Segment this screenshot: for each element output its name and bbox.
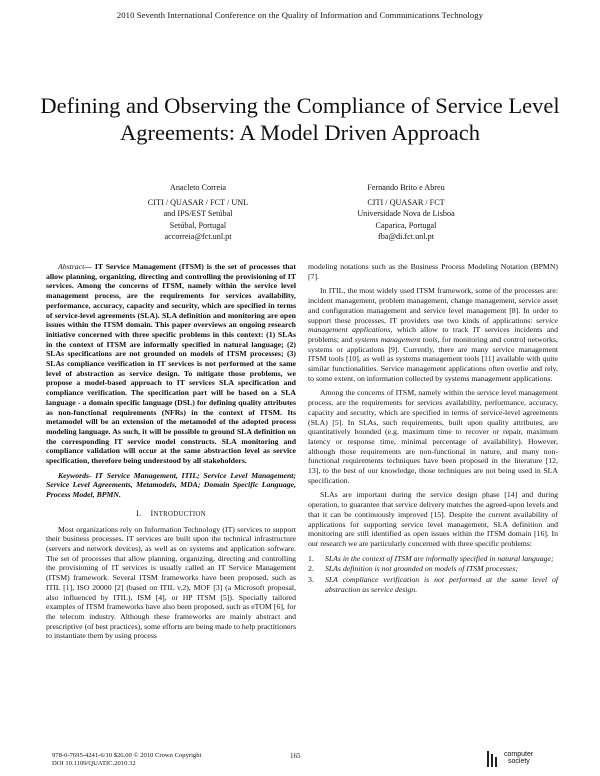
section-number: I.	[136, 508, 142, 518]
conference-header: 2010 Seventh International Conference on the Quality of Information and Communications Technology	[116, 10, 484, 20]
footer-doi: DOI 10.1109/QUATIC.2010.32	[52, 760, 136, 768]
author-email: accorreia@fct.unl.pt	[164, 232, 232, 242]
author-name: Fernando Brito e Abreu	[367, 183, 445, 192]
keywords: Keywords- IT Service Management, ITIL; Service Level Management; Service Level Agreements, Metamodels, MDA; Domain Specific Language, Process Model, BPMN.	[46, 470, 296, 500]
paragraph-itil	[308, 286, 558, 383]
author-name: Anacleto Correia	[169, 183, 227, 192]
paragraph-itil-emphasis-1: service management applications	[308, 315, 558, 335]
section-heading-introduction	[46, 509, 296, 520]
paragraph-itil-text-2: , which allow to track IT services incidents and problems; and	[308, 325, 559, 344]
computer-society-logo	[486, 748, 556, 770]
paragraph-itil-text-1: In ITIL, the most widely used ITSM framework, some of the processes are: incident management, problem management, change management, service asset and configuration management and service level management [8]. In order to support these processes, IT providers use two kinds of applications:	[308, 286, 558, 325]
list-item-number: 1.	[308, 553, 314, 563]
logo-text-line-2: society	[508, 758, 530, 765]
problems-list	[308, 554, 558, 595]
logo-text	[504, 751, 533, 765]
section-title-rest: NTRODUCTION	[153, 510, 206, 518]
paragraph-itsm-concerns: Among the concerns of ITSM, namely within the service level management process, are the requirements for services availability, performance, accuracy, capacity and security, which are specified in terms of service-level agreements (SLA) [5]. In SLAs, such requirements, built upon quality attributes, are quantitatively bounded (e.g. maximum time to recover or repair, maximum latency or response time, minimal percentage of availability). However, although those requirements are non-functional in nature, and many non-functional requirements techniques have been proposed in the literature [12, 13], to the best of our knowledge, those techniques are not being used in SLA specification.	[308, 388, 558, 485]
abstract	[46, 262, 296, 466]
computer-society-icon	[486, 750, 502, 768]
author-email: fba@di.fct.unl.pt	[378, 232, 434, 242]
author-location: Caparica, Portugal	[375, 220, 437, 230]
author-affiliation: and IPS/EST Setúbal	[163, 209, 233, 219]
paragraph-sla-importance: SLAs are important during the service design phase [14] and during operation, to guarantee that service delivery matches the agreed-upon levels and that it can be continuously improved [15]. Despite the current availability of applications for supporting service level management, SLA definition and monitoring are still identified as open issues within the ITSM domain [16]. In our research we are particularly concerned with three specific problems:	[308, 490, 558, 548]
list-item-number: 2.	[308, 564, 314, 574]
author-location: Setúbal, Portugal	[169, 220, 227, 230]
footer-copyright	[52, 752, 201, 768]
section-title-initial: I	[150, 508, 154, 518]
paragraph-itil-text-3: , for monitoring and control networks, systems or applications [9]. Currently, there are many service management ITSM tools [10], as well as systems management tools [11] available with quite similar functionalities. Service management applications often overlie and rely, to some extent, on information collected by systems management applications.	[308, 334, 558, 383]
list-item-text: SLA compliance verification is not performed at the same level of abstraction as service design.	[325, 575, 558, 594]
list-item-number: 3.	[308, 575, 314, 585]
list-item	[308, 564, 558, 574]
author-affiliation: Universidade Nova de Lisboa	[357, 209, 455, 219]
page-number: 165	[290, 752, 301, 760]
paragraph-itil-emphasis-2: systems management tools	[354, 334, 438, 344]
author-affiliation: CITI / QUASAR / FCT / UNL	[147, 197, 249, 207]
intro-paragraph: Most organizations rely on Information Technology (IT) services to support their business processes. IT services are built upon the technical infrastructure (servers and network devices), as well as on systems and application software. The set of processes that allow planning, organizing, directing and controlling the provisioning of IT services is usually called an IT Service Management (ITSM) framework. Several ITSM frameworks have been proposed, such as ITIL [1], ISO 20000 [2] (based on ITIL v.2), MOF [3] (a Microsoft proposal, also influenced by ITIL), ISM [4], or HP ITSM [5]). Specially tailored examples of ITSM frameworks have also been proposed, such as eTOM [6], for the telecom industry. Although these frameworks are mainly abstract and prescriptive (of best practices), some efforts are being made to help practitioners to instantiate them by using process	[46, 524, 296, 641]
left-column	[46, 262, 296, 646]
footer-isbn: 978-0-7695-4241-6/10 $26.00 © 2010 Crown Copyright	[52, 752, 202, 759]
author-affiliation: CITI / QUASAR / FCT	[367, 197, 445, 207]
author-block-1	[98, 182, 298, 243]
list-item	[308, 554, 558, 564]
author-block-2	[306, 182, 506, 243]
logo-text-line-1: computer	[504, 751, 534, 758]
list-item-text: SLAs in the context of ITSM are informally specified in natural language;	[325, 553, 554, 563]
right-column	[308, 262, 558, 596]
list-item-text: SLAs definition is not grounded on models of ITSM processes;	[325, 564, 518, 574]
abstract-label: Abstract	[58, 262, 85, 271]
list-item	[308, 575, 558, 594]
paper-title: Defining and Observing the Compliance of Service Level Agreements: A Model Driven Approach	[40, 93, 560, 145]
paragraph-continued: modeling notations such as the Business Process Modeling Notation (BPMN) [7].	[308, 262, 558, 281]
abstract-text: — IT Service Management (ITSM) is the set of processes that allow planning, organizing, directing and controlling the provisioning of IT services. Among the concerns of ITSM, namely within the service level management process, are the requirements for services availability, performance, accuracy, capacity and security, which are specified in terms of service-level agreements (SLA). SLA definition and monitoring are open issues within the ITSM domain. This paper overviews an ongoing research initiative concerned with three specific problems in this context: (1) SLAs in the context of ITSM are informally specified in natural language; (2) SLAs specifications are not grounded on models of ITSM processes; (3) SLAs compliance verification in IT services is not performed at the same level of abstraction as service design. To mitigate those problems, we propose a model-based approach to IT services SLA specification and compliance verification. The specification part will be based on a SLA language - a domain specific language (DSL) for defining quality attributes as non-functional requirements (NFRs) in the context of ITSM. Its metamodel will be an extension of the metamodel of the adopted process modeling language. As such, it will be possible to ground SLA definition on the corresponding IT service model constructs. SLA monitoring and compliance validation will occur at the same abstraction level as service specification, therefore being understood by all stakeholders.	[46, 262, 296, 466]
